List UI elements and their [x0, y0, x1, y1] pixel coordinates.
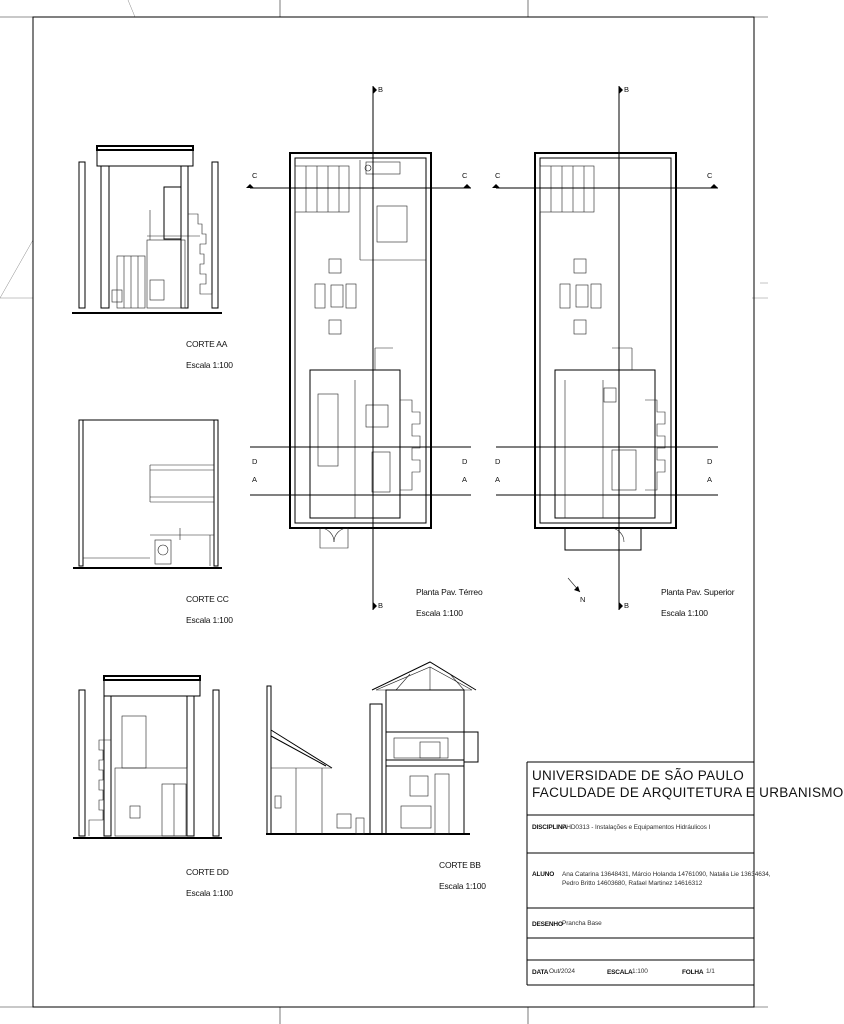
- cut-marker-b-top-ground: B: [378, 85, 384, 94]
- cut-lines: [246, 86, 718, 610]
- cut-marker-d-right-upper: D: [707, 457, 713, 466]
- ground-plan-title: Planta Pav. Térreo: [416, 587, 483, 597]
- section-cc-title: CORTE CC: [186, 594, 229, 604]
- scale-value: 1:100: [632, 968, 648, 975]
- cut-marker-d-right-ground: D: [462, 457, 468, 466]
- section-bb-title: CORTE BB: [439, 860, 481, 870]
- section-aa-title: CORTE AA: [186, 339, 228, 349]
- section-dd-drawing: [73, 676, 222, 838]
- drawing-value: Prancha Base: [562, 920, 602, 927]
- cut-marker-d-left-upper: D: [495, 457, 501, 466]
- cut-marker-d-left-ground: D: [252, 457, 258, 466]
- cut-marker-c-right-upper: C: [707, 171, 713, 180]
- cut-marker-c-right-ground: C: [462, 171, 468, 180]
- cut-marker-c-left-ground: C: [252, 171, 258, 180]
- upper-plan-title: Planta Pav. Superior: [661, 587, 735, 597]
- section-dd-scale: Escala 1:100: [186, 888, 233, 898]
- student-line-1: Ana Catarina 13648431, Márcio Holanda 14761090, Natalia Lie 13634634,: [562, 871, 771, 878]
- section-aa-drawing: [72, 146, 222, 313]
- north-label: N: [580, 595, 586, 604]
- north-arrow: [568, 578, 580, 592]
- title-university: UNIVERSIDADE DE SÃO PAULO: [532, 768, 745, 783]
- section-aa-scale: Escala 1:100: [186, 360, 233, 370]
- scale-label: ESCALA: [607, 969, 633, 976]
- discipline-label: DISCIPLINA: [532, 824, 567, 831]
- cut-marker-a-left-upper: A: [495, 475, 501, 484]
- cut-marker-a-right-upper: A: [707, 475, 713, 484]
- section-bb-scale: Escala 1:100: [439, 881, 486, 891]
- upper-plan-scale: Escala 1:100: [661, 608, 708, 618]
- cut-marker-b-bottom-ground: B: [378, 601, 384, 610]
- student-label: ALUNO: [532, 871, 555, 878]
- title-faculty: FACULDADE DE ARQUITETURA E URBANISMO: [532, 785, 844, 800]
- section-cc-scale: Escala 1:100: [186, 615, 233, 625]
- cut-marker-a-right-ground: A: [462, 475, 468, 484]
- ground-floor-plan-drawing: [290, 153, 431, 548]
- ground-plan-scale: Escala 1:100: [416, 608, 463, 618]
- student-line-2: Pedro Britto 14603680, Rafael Martinez 14616312: [562, 880, 703, 887]
- cut-marker-a-left-ground: A: [252, 475, 258, 484]
- sheet-value: 1/1: [706, 968, 715, 975]
- date-value: Out/2024: [549, 968, 575, 975]
- cut-marker-b-top-upper: B: [624, 85, 630, 94]
- drawing-label: DESENHO: [532, 921, 563, 928]
- discipline-value: PHD0313 - Instalações e Equipamentos Hidráulicos I: [562, 824, 711, 831]
- section-bb-drawing: [266, 662, 478, 834]
- upper-floor-plan-drawing: [535, 153, 676, 550]
- sheet-label: FOLHA: [682, 969, 704, 976]
- cut-marker-b-bottom-upper: B: [624, 601, 630, 610]
- section-cc-drawing: [73, 420, 222, 568]
- section-dd-title: CORTE DD: [186, 867, 229, 877]
- date-label: DATA: [532, 969, 549, 976]
- cut-marker-c-left-upper: C: [495, 171, 501, 180]
